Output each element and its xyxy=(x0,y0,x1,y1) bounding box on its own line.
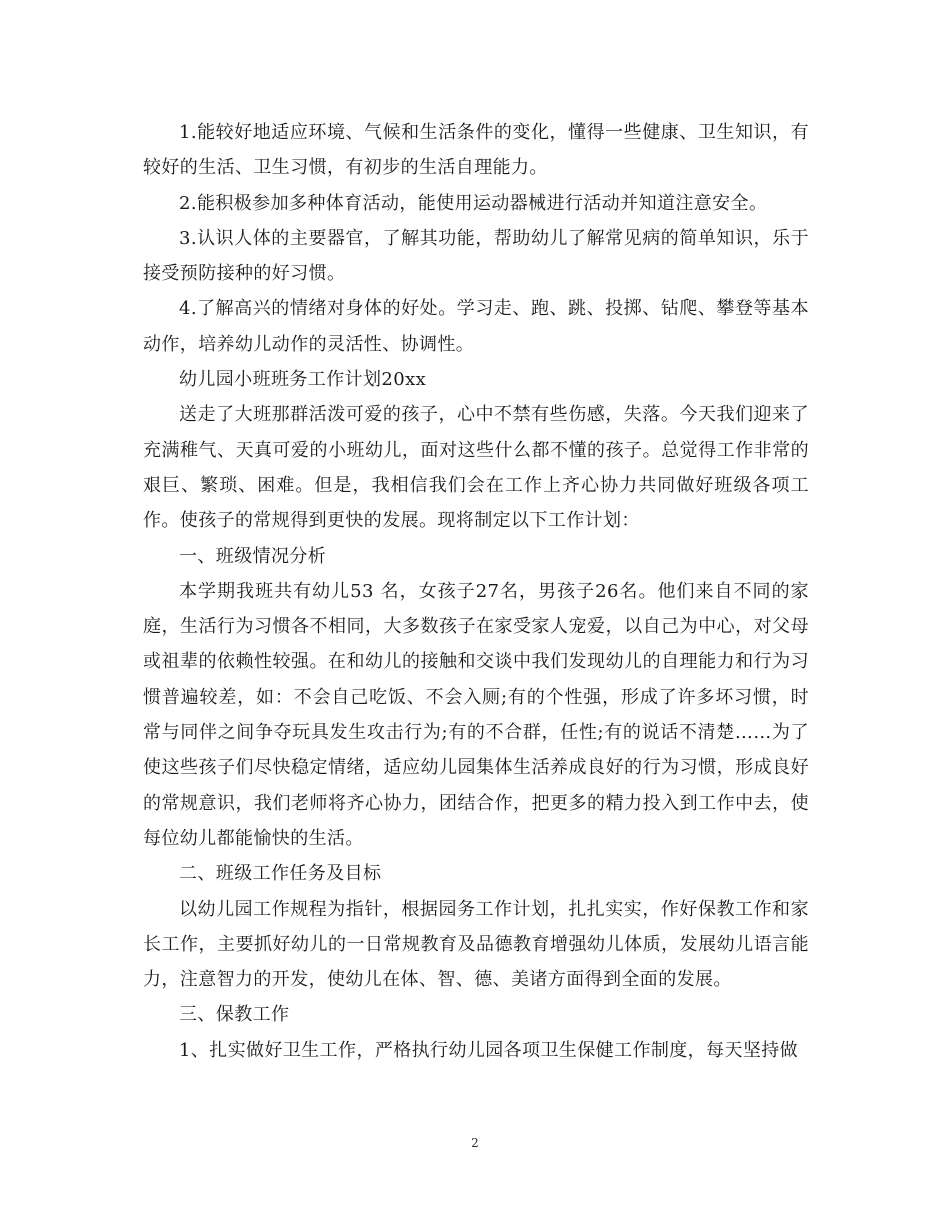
goal-paragraph-1: 1.能较好地适应环境、气候和生活条件的变化，懂得一些健康、卫生知识，有较好的生活、卫生习惯，有初步的生活自理能力。 xyxy=(143,122,809,179)
heading-tasks-goals: 二、班级工作任务及目标 xyxy=(179,863,382,885)
goal-paragraph-4: 4.了解高兴的情绪对身体的好处。学习走、跑、跳、投掷、钻爬、攀登等基本动作，培养幼儿动作的灵活性、协调性。 xyxy=(143,298,809,355)
care-education-paragraph: 1、扎实做好卫生工作，严格执行幼儿园各项卫生保健工作制度，每天坚持做 xyxy=(179,1039,799,1061)
document-body xyxy=(143,115,809,1068)
page-number: 2 xyxy=(471,1136,479,1150)
class-analysis-paragraph: 本学期我班共有幼儿53 名，女孩子27名，男孩子26名。他们来自不同的家庭，生活行为习惯各不相同，大多数孩子在家受家人宠爱，以自己为中心，对父母或祖辈的依赖性较强。在和幼儿的接触和交谈中我们发现幼儿的自理能力和行为习惯普遍较差，如：不会自己吃饭、不会入厕;有的个性强，形成了许多坏习惯，时常与同伴之间争夺玩具发生攻击行为;有的不合群，任性;有的说话不清楚……为了使这些孩子们尽快稳定情绪，适应幼儿园集体生活养成良好的行为习惯，形成良好的常规意识，我们老师将齐心协力，团结合作，把更多的精力投入到工作中去，使每位幼儿都能愉快的生活。 xyxy=(143,580,809,849)
section-title: 幼儿园小班班务工作计划20xx xyxy=(179,369,427,391)
heading-class-analysis: 一、班级情况分析 xyxy=(179,545,327,567)
heading-care-education: 三、保教工作 xyxy=(179,1004,290,1026)
intro-paragraph: 送走了大班那群活泼可爱的孩子，心中不禁有些伤感，失落。今天我们迎来了充满稚气、天真可爱的小班幼儿，面对这些什么都不懂的孩子。总觉得工作非常的艰巨、繁琐、困难。但是，我相信我们会在工作上齐心协力共同做好班级各项工作。使孩子的常规得到更快的发展。现将制定以下工作计划： xyxy=(143,404,809,532)
goal-paragraph-2: 2.能积极参加多种体育活动，能使用运动器械进行活动并知道注意安全。 xyxy=(179,192,768,214)
tasks-goals-paragraph: 以幼儿园工作规程为指针，根据园务工作计划，扎扎实实，作好保教工作和家长工作，主要抓好幼儿的一日常规教育及品德教育增强幼儿体质，发展幼儿语言能力，注意智力的开发，使幼儿在体、智、德、美诸方面得到全面的发展。 xyxy=(143,898,809,991)
goal-paragraph-3: 3.认识人体的主要器官，了解其功能，帮助幼儿了解常见病的简单知识，乐于接受预防接种的好习惯。 xyxy=(143,227,809,285)
